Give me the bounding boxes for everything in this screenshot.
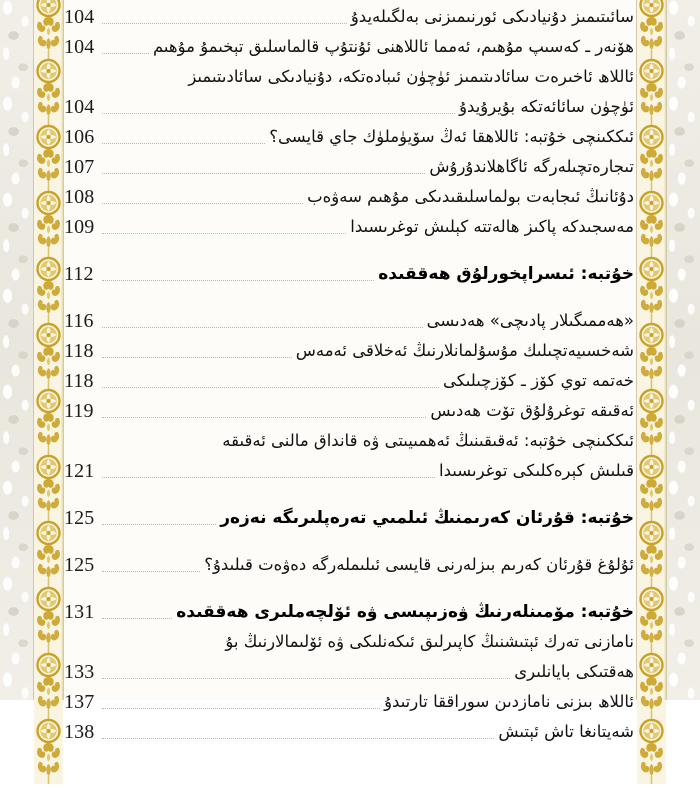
toc-page-number[interactable]: 119	[64, 400, 94, 422]
arabesque-motif-icon	[637, 0, 666, 58]
toc-dot-leader	[102, 172, 425, 174]
toc-dot-leader	[102, 202, 303, 204]
toc-entry-title[interactable]: قىلىش كېرەكلىكى توغرىسىدا	[439, 461, 634, 480]
toc-entry-title[interactable]: مەسجىدكە پاكىز ھالەتتە كېلىش توغرىسىدا	[350, 217, 634, 236]
toc-entry[interactable]	[64, 657, 636, 687]
right-inner-hairline-inner	[636, 0, 637, 700]
right-ornamental-border	[637, 0, 666, 700]
right-ornament-repeat	[637, 0, 666, 784]
toc-entry-title[interactable]: خەتمە توي كۆز ـ كۆزچىلىكى	[442, 371, 634, 390]
arabesque-motif-icon	[637, 718, 666, 784]
toc-page-number[interactable]: 104	[64, 6, 95, 28]
ornament-unit	[637, 124, 666, 190]
toc-entry-title[interactable]: تىجارەتچىلەرگە ئاگاھلاندۇرۇش	[429, 157, 634, 176]
toc-dot-leader	[102, 279, 374, 281]
toc-entry-title[interactable]: «ھەممىگىلار پادىچى» ھەدىسى	[426, 311, 634, 330]
arabesque-motif-icon	[34, 454, 63, 520]
arabesque-motif-icon	[637, 586, 666, 652]
toc-page-number[interactable]: 138	[64, 721, 95, 743]
toc-entry[interactable]	[64, 717, 636, 747]
toc-dot-leader	[102, 476, 435, 478]
arabesque-motif-icon	[34, 124, 63, 190]
toc-entry-title[interactable]: سائىتىمىز دۇنيادىكى ئورنىمىزنى بەلگىلەيدۇ	[350, 7, 634, 26]
arabesque-motif-icon	[637, 256, 666, 322]
toc-page-number[interactable]: 104	[64, 96, 95, 118]
arabesque-motif-icon	[637, 388, 666, 454]
toc-page-number[interactable]: 104	[64, 36, 95, 58]
toc-page-number[interactable]: 112	[64, 263, 94, 285]
toc-page-number[interactable]: 125	[64, 507, 95, 529]
ornament-unit	[34, 58, 63, 124]
toc-entry[interactable]	[64, 597, 636, 627]
toc-entry-wrap-line: ئاللاھ ئاخىرەت سائادىتىمىز ئۈچۈن ئىبادەتكە، دۇنيادىكى سائادىتىمىز	[188, 67, 634, 86]
toc-entry-title[interactable]: ئاللاھ بىزنى نامازدىن سوراققا تارتىدۇ	[384, 692, 634, 711]
ornament-unit	[34, 652, 63, 718]
arabesque-motif-icon	[34, 256, 63, 322]
arabesque-motif-icon	[34, 190, 63, 256]
ornament-unit	[637, 718, 666, 784]
toc-dot-leader	[102, 617, 172, 619]
toc-content-column	[64, 0, 636, 743]
arabesque-motif-icon	[34, 0, 63, 58]
toc-dot-leader	[102, 523, 216, 525]
ornament-unit	[637, 520, 666, 586]
toc-dot-leader	[102, 52, 149, 54]
ornament-unit	[637, 58, 666, 124]
left-margin-texture	[0, 0, 34, 700]
toc-entry-wrap-line: نامازنى تەرك ئېتىشنىڭ كاپىرلىق ئىكەنلىكى ۋە ئۆلىمالارنىڭ بۇ	[225, 632, 634, 651]
toc-page-number[interactable]: 116	[64, 310, 94, 332]
toc-dot-leader	[102, 232, 346, 234]
ornament-unit	[637, 388, 666, 454]
toc-page-number[interactable]: 137	[64, 691, 95, 713]
ornament-unit	[34, 718, 63, 784]
toc-page-number[interactable]: 131	[64, 601, 95, 623]
right-margin-texture	[666, 0, 700, 700]
toc-page-number[interactable]: 106	[64, 126, 95, 148]
toc-entry[interactable]	[64, 306, 636, 336]
ornament-unit	[637, 256, 666, 322]
ornament-unit	[637, 190, 666, 256]
ornament-unit	[637, 586, 666, 652]
arabesque-motif-icon	[34, 652, 63, 718]
toc-entry[interactable]	[64, 456, 636, 486]
left-ornament-repeat	[34, 0, 63, 784]
toc-dot-leader	[102, 737, 494, 739]
toc-entry[interactable]	[64, 366, 636, 396]
ornament-unit	[34, 454, 63, 520]
toc-page-number[interactable]: 133	[64, 661, 95, 683]
toc-dot-leader	[102, 707, 380, 709]
toc-entry[interactable]	[64, 182, 636, 212]
toc-page-number[interactable]: 107	[64, 156, 95, 178]
left-ornamental-border	[34, 0, 63, 700]
ornament-unit	[34, 0, 63, 58]
toc-dot-leader	[102, 142, 265, 144]
toc-entry-title[interactable]: دۇئانىڭ ئىجابەت بولماسلىقىدىكى مۇھىم سەۋەب	[307, 187, 634, 206]
toc-entry[interactable]	[64, 212, 636, 242]
toc-entry-wrap-line: ئىككىنچى خۇتبە: ئەقىقىنىڭ ئەھمىيىتى ۋە قانداق مالنى ئەقىقە	[222, 431, 634, 450]
toc-entry-title[interactable]: خۇتبە: مۆمىنلەرنىڭ ۋەزىپىسى ۋە ئۆلچەملىرى ھەققىدە	[176, 602, 634, 622]
toc-entry[interactable]	[64, 122, 636, 152]
toc-entry-title[interactable]: خۇتبە: ئىسراپخورلۇق ھەققىدە	[378, 264, 634, 284]
arabesque-motif-icon	[637, 652, 666, 718]
ornament-unit	[637, 454, 666, 520]
toc-entry[interactable]	[64, 336, 636, 366]
ornament-unit	[34, 256, 63, 322]
toc-dot-leader	[102, 386, 439, 388]
arabesque-motif-icon	[34, 322, 63, 388]
toc-entry-title[interactable]: ئۈچۈن سائائەتكە بۇيرۇيدۇ	[459, 97, 634, 116]
toc-entry-title[interactable]: ھەقتىكى بايانلىرى	[514, 662, 634, 681]
toc-entry-title[interactable]: ھۆنەر ـ كەسىپ مۇھىم، ئەمما ئاللاھنى ئۇنتۇپ قالماسلىق تېخىمۇ مۇھىم	[152, 37, 634, 56]
arabesque-motif-icon	[637, 58, 666, 124]
arabesque-motif-icon	[637, 190, 666, 256]
toc-entry[interactable]	[64, 32, 636, 62]
toc-page-number[interactable]: 125	[64, 554, 95, 576]
toc-entry[interactable]	[64, 503, 636, 533]
toc-page-number[interactable]: 108	[64, 186, 95, 208]
right-inner-hairline-outer	[666, 0, 667, 700]
toc-dot-leader	[102, 22, 347, 24]
toc-entry[interactable]	[64, 550, 636, 580]
toc-dot-leader	[102, 112, 455, 114]
ornament-unit	[34, 388, 63, 454]
ornament-unit	[34, 322, 63, 388]
arabesque-motif-icon	[34, 520, 63, 586]
toc-entry[interactable]	[64, 2, 636, 32]
toc-entry-title[interactable]: ئىككىنچى خۇتبە: ئاللاھقا ئەڭ سۆيۈملۈك جاي قايسى؟	[269, 127, 634, 146]
toc-entry[interactable]	[64, 259, 636, 289]
arabesque-motif-icon	[34, 586, 63, 652]
arabesque-motif-icon	[637, 322, 666, 388]
toc-dot-leader	[102, 416, 426, 418]
toc-entry[interactable]	[64, 687, 636, 717]
toc-page-number[interactable]: 121	[64, 460, 95, 482]
toc-entry-title[interactable]: ئۇلۇغ قۇرئان كەرىم بىزلەرنى قايسى ئىلىملەرگە دەۋەت قىلىدۇ؟	[204, 555, 634, 574]
toc-page-number[interactable]: 118	[64, 370, 94, 392]
ornament-unit	[34, 190, 63, 256]
toc-entry-title[interactable]: شەخسىيەتچىلىك مۇسۇلمانلارنىڭ ئەخلاقى ئەمەس	[295, 341, 634, 360]
arabesque-motif-icon	[637, 124, 666, 190]
toc-page-number[interactable]: 118	[64, 340, 94, 362]
toc-entry-list	[64, 0, 636, 747]
ornament-unit	[637, 322, 666, 388]
ornament-unit	[637, 0, 666, 58]
arabesque-motif-icon	[34, 58, 63, 124]
arabesque-motif-icon	[34, 388, 63, 454]
toc-entry-title[interactable]: شەيتانغا تاش ئېتىش	[498, 722, 634, 741]
toc-entry[interactable]	[64, 92, 636, 122]
toc-dot-leader	[102, 356, 292, 358]
arabesque-motif-icon	[34, 718, 63, 784]
toc-entry-title[interactable]: ئەقىقە توغرۇلۇق تۆت ھەدىس	[430, 401, 634, 420]
ornament-unit	[34, 520, 63, 586]
toc-dot-leader	[102, 326, 423, 328]
arabesque-motif-icon	[637, 520, 666, 586]
toc-entry[interactable]	[64, 152, 636, 182]
toc-dot-leader	[102, 677, 510, 679]
toc-entry[interactable]	[64, 396, 636, 426]
toc-entry-title[interactable]: خۇتبە: قۇرئان كەرىمنىڭ ئىلمىي تەرەپلىرىگە نەزەر	[220, 508, 634, 528]
ornament-unit	[637, 652, 666, 718]
arabesque-motif-icon	[637, 454, 666, 520]
toc-dot-leader	[102, 570, 200, 572]
ornament-unit	[34, 124, 63, 190]
ornament-unit	[34, 586, 63, 652]
toc-page-number[interactable]: 109	[64, 216, 95, 238]
